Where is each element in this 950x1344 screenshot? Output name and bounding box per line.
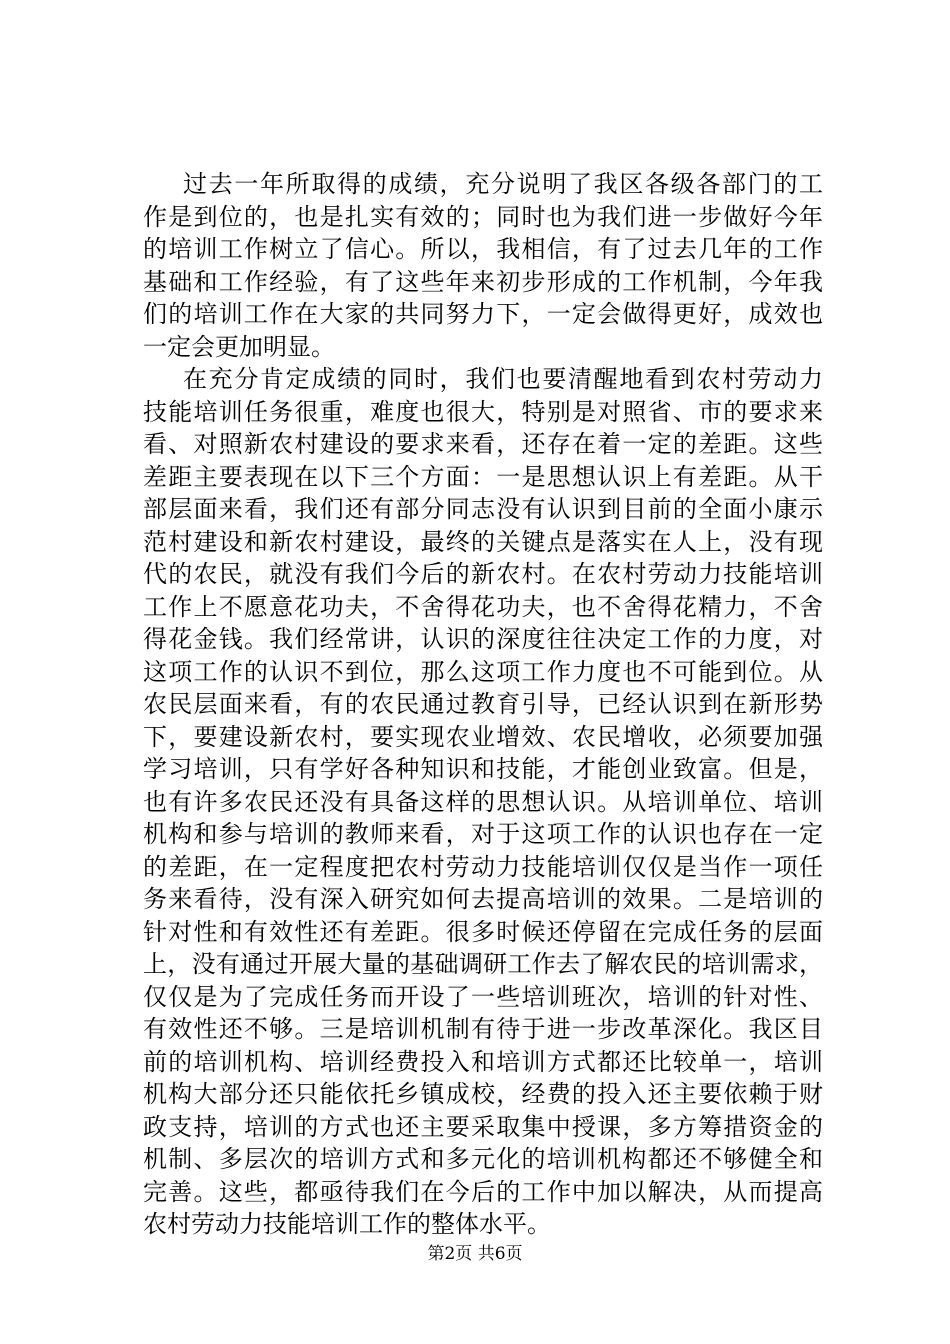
text-line: 农民层面来看，有的农民通过教育引导，已经认识到在新形势 [143, 690, 823, 718]
text-line: 机构和参与培训的教师来看，对于这项工作的认识也存在一定 [143, 820, 823, 848]
text-line: 的培训工作树立了信心。所以，我相信，有了过去几年的工作 [143, 235, 823, 263]
text-line: 在充分肯定成绩的同时，我们也要清醒地看到农村劳动力 [183, 365, 823, 393]
text-line: 一定会更加明显。 [143, 332, 335, 361]
text-line: 范村建设和新农村建设，最终的关键点是落实在人上，没有现 [143, 527, 823, 556]
text-line: 上，没有通过开展大量的基础调研工作去了解农民的培训需求， [143, 950, 823, 978]
page-footer: 第2页 共6页 [427, 1244, 523, 1264]
text-line: 这项工作的认识不到位，那么这项工作力度也不可能到位。从 [143, 657, 823, 686]
text-line: 仅仅是为了完成任务而开设了一些培训班次，培训的针对性、 [143, 982, 823, 1011]
text-line: 务来看待，没有深入研究如何去提高培训的效果。二是培训的 [143, 885, 823, 913]
text-line: 政支持，培训的方式也还主要采取集中授课，多方筹措资金的 [143, 1112, 823, 1141]
text-line: 得花金钱。我们经常讲，认识的深度往往决定工作的力度，对 [143, 625, 823, 653]
text-line: 有效性还不够。三是培训机制有待于进一步改革深化。我区目 [143, 1015, 823, 1043]
text-line: 下，要建设新农村，要实现农业增效、农民增收，必须要加强 [143, 722, 823, 751]
text-line: 机制、多层次的培训方式和多元化的培训机构都还不够健全和 [143, 1145, 823, 1173]
body-text [143, 168, 823, 1241]
text-line: 过去一年所取得的成绩，充分说明了我区各级各部门的工 [183, 170, 823, 198]
text-line: 学习培训，只有学好各种知识和技能，才能创业致富。但是， [143, 755, 823, 783]
text-line: 农村劳动力技能培训工作的整体水平。 [143, 1210, 551, 1238]
text-line: 看、对照新农村建设的要求来看，还存在着一定的差距。这些 [143, 430, 823, 458]
text-line: 技能培训任务很重，难度也很大，特别是对照省、市的要求来 [143, 397, 823, 426]
text-line: 机构大部分还只能依托乡镇成校，经费的投入还主要依赖于财 [143, 1080, 823, 1108]
text-line: 完善。这些，都亟待我们在今后的工作中加以解决，从而提高 [143, 1177, 823, 1206]
text-line: 代的农民，就没有我们今后的新农村。在农村劳动力技能培训 [143, 560, 823, 588]
text-line: 们的培训工作在大家的共同努力下，一定会做得更好，成效也 [143, 300, 823, 328]
text-line: 工作上不愿意花功夫，不舍得花功夫，也不舍得花精力，不舍 [143, 592, 823, 621]
text-line: 部层面来看，我们还有部分同志没有认识到目前的全面小康示 [143, 495, 823, 523]
text-line: 作是到位的，也是扎实有效的；同时也为我们进一步做好今年 [143, 202, 823, 231]
text-line: 差距主要表现在以下三个方面：一是思想认识上有差距。从干 [143, 462, 823, 491]
text-line: 的差距，在一定程度把农村劳动力技能培训仅仅是当作一项任 [143, 852, 823, 881]
text-line: 针对性和有效性还有差距。很多时候还停留在完成任务的层面 [143, 917, 823, 946]
text-line: 前的培训机构、培训经费投入和培训方式都还比较单一，培训 [143, 1047, 823, 1076]
text-line: 基础和工作经验，有了这些年来初步形成的工作机制，今年我 [143, 267, 823, 296]
text-line: 也有许多农民还没有具备这样的思想认识。从培训单位、培训 [143, 787, 823, 816]
